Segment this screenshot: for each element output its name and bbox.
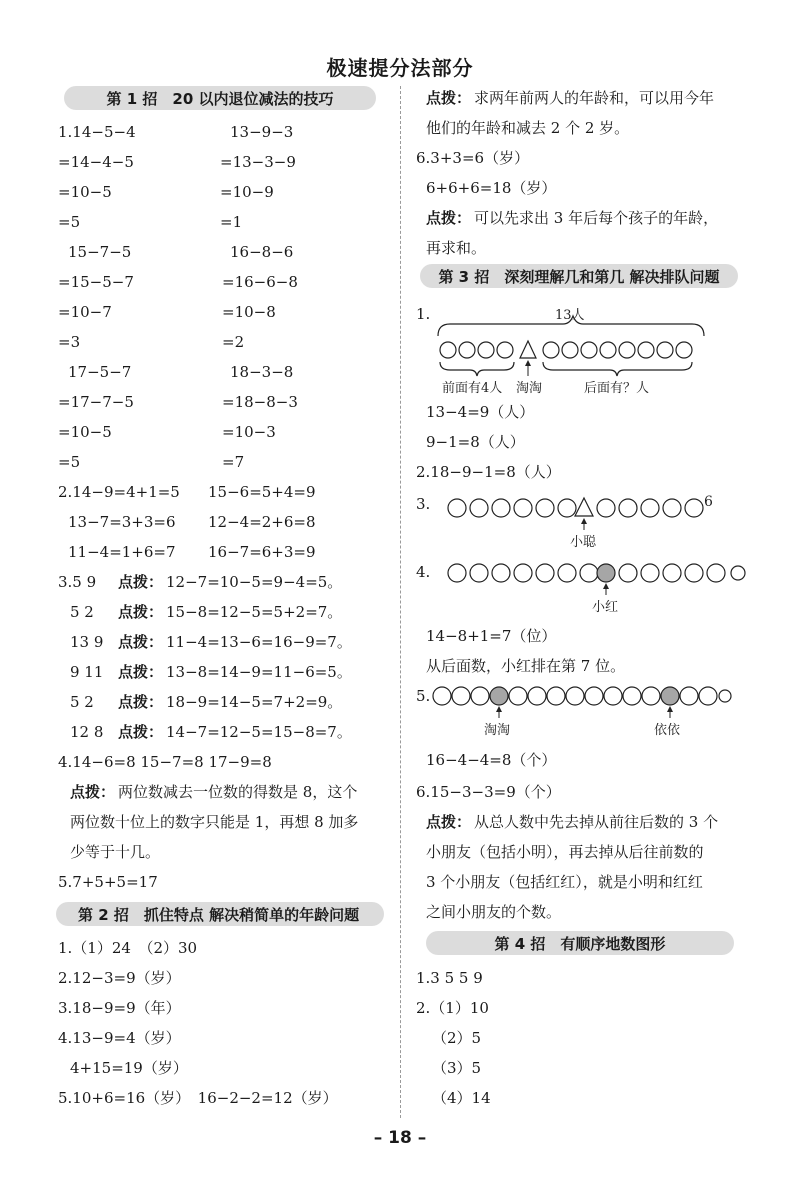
hint-label: 点拨： (118, 573, 164, 591)
hint-label: 点拨： (118, 603, 164, 621)
left-line: 4.13−9=4（岁） (58, 1029, 181, 1047)
queue-person (509, 687, 527, 705)
queue-person (543, 342, 559, 358)
queue-diagram-5 (432, 686, 732, 742)
left-line: =18−8−3 (222, 393, 298, 411)
hint-text: 再求和。 (426, 239, 487, 257)
hint-text: 少等于十几。 (70, 843, 161, 861)
left-line: =13−3−9 (220, 153, 296, 171)
left-line: =10−7 (58, 303, 112, 321)
left-line: 1.14−5−4 (58, 123, 136, 141)
arrow-head (581, 518, 587, 524)
right-line: 2.18−9−1=8（人） (416, 463, 561, 481)
xiaocong-label: 小聪 (570, 535, 597, 550)
answer-count: 6 (704, 494, 713, 510)
queue-person (492, 499, 510, 517)
question-number: 5. (416, 687, 431, 705)
left-line: 17−5−7 (68, 363, 132, 381)
right-line: 6.3+3=6（岁） (416, 149, 530, 167)
queue-person (680, 687, 698, 705)
right-line: 14−8+1=7（位） (426, 627, 557, 645)
column-divider (400, 86, 401, 1118)
left-line: 16−7=6+3=9 (208, 543, 316, 561)
question-number: 1. (416, 305, 431, 323)
section-3-heading: 第 3 招 深刻理解几和第几 解决排队问题 (420, 264, 738, 288)
queue-person (641, 564, 659, 582)
left-line: 2.14−9=4+1=5 (58, 483, 180, 501)
hint-label: 点拨： (426, 89, 472, 107)
left-line: 5.10+6=16（岁） 16−2−2=12（岁） (58, 1089, 338, 1107)
queue-person (452, 687, 470, 705)
left-line: 16−8−6 (230, 243, 294, 261)
hint-label: 点拨： (118, 693, 164, 711)
back-brace (543, 362, 692, 376)
total-label: 13人 (555, 308, 585, 323)
q3-hint: 13−8=14−9=11−6=5。 (166, 663, 352, 681)
queue-person (497, 342, 513, 358)
q3-hint: 18−9=14−5=7+2=9。 (166, 693, 343, 711)
queue-person (676, 342, 692, 358)
left-line: 4.14−6=8 15−7=8 17−9=8 (58, 753, 272, 771)
queue-person (663, 564, 681, 582)
hint-label: 点拨： (426, 813, 472, 831)
queue-person (478, 342, 494, 358)
hint-text: 之间小朋友的个数。 (426, 903, 562, 921)
left-line: 18−3−8 (230, 363, 294, 381)
q3-answer: 3.5 9 (58, 573, 97, 591)
q3-hint: 15−8=12−5=5+2=7。 (166, 603, 343, 621)
right-line: 16−4−4=8（个） (426, 751, 557, 769)
hint-label: 点拨： (426, 209, 472, 227)
queue-person (657, 342, 673, 358)
queue-person (581, 342, 597, 358)
taotao-label: 淘淘 (484, 723, 511, 738)
q3-hint: 14−7=12−5=15−8=7。 (166, 723, 352, 741)
taotao-label: 淘淘 (516, 381, 543, 396)
queue-person (536, 564, 554, 582)
left-line: =15−5−7 (58, 273, 134, 291)
queue-person (547, 687, 565, 705)
queue-person (470, 564, 488, 582)
taotao-marker (520, 341, 536, 358)
right-line: （3）5 (432, 1059, 482, 1077)
left-line: =10−5 (58, 183, 112, 201)
queue-person (619, 564, 637, 582)
taotao-marker (490, 687, 508, 705)
queue-diagram-3 (446, 494, 726, 550)
left-line: =16−6−8 (222, 273, 298, 291)
section-4-heading: 第 4 招 有顺序地数图形 (426, 931, 734, 955)
hint-text: 他们的年龄和减去 2 个 2 岁。 (426, 119, 630, 137)
left-line: =2 (222, 333, 245, 351)
queue-person (641, 499, 659, 517)
right-line: 从后面数，小红排在第 7 位。 (426, 657, 626, 675)
queue-person (558, 564, 576, 582)
left-line: 15−6=5+4=9 (208, 483, 316, 501)
left-line: =10−5 (58, 423, 112, 441)
arrow-head (496, 706, 502, 712)
back-label: 后面有？人 (584, 381, 650, 396)
left-line: =14−4−5 (58, 153, 134, 171)
left-line: 11−4=1+6=7 (68, 543, 176, 561)
right-line: 2.（1）10 (416, 999, 489, 1017)
question-number: 3. (416, 495, 431, 513)
yiyi-label: 依依 (654, 723, 681, 738)
left-line: 13−9−3 (230, 123, 294, 141)
hint-label: 点拨： (70, 783, 116, 801)
right-line: （4）14 (432, 1089, 491, 1107)
q3-answer: 13 9 (70, 633, 104, 651)
hint-label: 点拨： (118, 633, 164, 651)
queue-person (600, 342, 616, 358)
queue-person (699, 687, 717, 705)
queue-person (663, 499, 681, 517)
queue-person (440, 342, 456, 358)
q3-answer: 5 2 (70, 603, 94, 621)
left-line: =1 (220, 213, 243, 231)
hint-text: 小朋友（包括小明），再去掉从后往前数的 (426, 843, 704, 861)
q3-answer: 9 11 (70, 663, 104, 681)
left-line: =7 (222, 453, 245, 471)
queue-person (470, 499, 488, 517)
q3-hint: 11−4=13−6=16−9=7。 (166, 633, 352, 651)
page-number: – 18 – (373, 1128, 427, 1148)
queue-person (580, 564, 598, 582)
queue-diagram-4 (446, 562, 746, 616)
hint-text: 可以先求出 3 年后每个孩子的年龄， (474, 209, 719, 227)
queue-person (514, 564, 532, 582)
queue-person (642, 687, 660, 705)
right-line: 1.3 5 5 9 (416, 969, 483, 987)
left-line: 13−7=3+3=6 (68, 513, 176, 531)
queue-person (719, 690, 731, 702)
queue-person (471, 687, 489, 705)
q3-hint: 12−7=10−5=9−4=5。 (166, 573, 343, 591)
queue-person (558, 499, 576, 517)
left-line: 15−7−5 (68, 243, 132, 261)
front-label: 前面有4人 (442, 381, 503, 396)
left-line: =5 (58, 213, 81, 231)
hint-text: 求两年前两人的年龄和，可以用今年 (474, 89, 715, 107)
left-line: 2.12−3=9（岁） (58, 969, 181, 987)
queue-person (619, 499, 637, 517)
left-line: 5.7+5+5=17 (58, 873, 158, 891)
queue-person (562, 342, 578, 358)
hint-text: 从总人数中先去掉从前往后数的 3 个 (474, 813, 719, 831)
queue-person (685, 564, 703, 582)
queue-person (731, 566, 745, 580)
xiaocong-marker (575, 498, 593, 516)
queue-person (566, 687, 584, 705)
arrow-head (525, 360, 531, 366)
hint-text: 3 个小朋友（包括红红），就是小明和红红 (426, 873, 703, 891)
queue-person (707, 564, 725, 582)
right-line: （2）5 (432, 1029, 482, 1047)
queue-person (492, 564, 510, 582)
hint-label: 点拨： (118, 723, 164, 741)
queue-person (459, 342, 475, 358)
queue-diagram-1 (430, 302, 720, 402)
queue-person (638, 342, 654, 358)
page-title: 极速提分法部分 (326, 56, 474, 80)
left-line: =17−7−5 (58, 393, 134, 411)
left-line: =3 (58, 333, 81, 351)
left-line: =5 (58, 453, 81, 471)
queue-person (604, 687, 622, 705)
hint-label: 点拨： (118, 663, 164, 681)
queue-person (528, 687, 546, 705)
queue-person (448, 499, 466, 517)
hint-text: 两位数十位上的数字只能是 1，再想 8 加多 (70, 813, 359, 831)
xiaohong-marker (597, 564, 615, 582)
question-number: 4. (416, 563, 431, 581)
arrow-head (667, 706, 673, 712)
left-line: =10−8 (222, 303, 276, 321)
queue-person (448, 564, 466, 582)
right-line: 9−1=8（人） (426, 433, 525, 451)
queue-person (623, 687, 641, 705)
queue-person (514, 499, 532, 517)
left-line: 4+15=19（岁） (70, 1059, 188, 1077)
queue-person (433, 687, 451, 705)
section-2-heading: 第 2 招 抓住特点 解决稍简单的年龄问题 (56, 902, 384, 926)
queue-person (597, 499, 615, 517)
left-line: =10−3 (222, 423, 276, 441)
right-line: 6.15−3−3=9（个） (416, 783, 561, 801)
xiaohong-label: 小红 (592, 600, 619, 615)
yiyi-marker (661, 687, 679, 705)
left-line: 3.18−9=9（年） (58, 999, 181, 1017)
right-line: 13−4=9（人） (426, 403, 535, 421)
left-line: 12−4=2+6=8 (208, 513, 316, 531)
q3-answer: 5 2 (70, 693, 94, 711)
queue-person (536, 499, 554, 517)
queue-person (585, 687, 603, 705)
arrow-head (603, 583, 609, 589)
section-1-heading: 第 1 招 20 以内退位减法的技巧 (64, 86, 376, 110)
queue-person (685, 499, 703, 517)
front-brace (440, 362, 514, 376)
right-line: 6+6+6=18（岁） (426, 179, 557, 197)
left-line: 1.（1）24 （2）30 (58, 939, 198, 957)
hint-text: 两位数减去一位数的得数是 8，这个 (118, 783, 358, 801)
queue-person (619, 342, 635, 358)
q3-answer: 12 8 (70, 723, 104, 741)
left-line: =10−9 (220, 183, 274, 201)
